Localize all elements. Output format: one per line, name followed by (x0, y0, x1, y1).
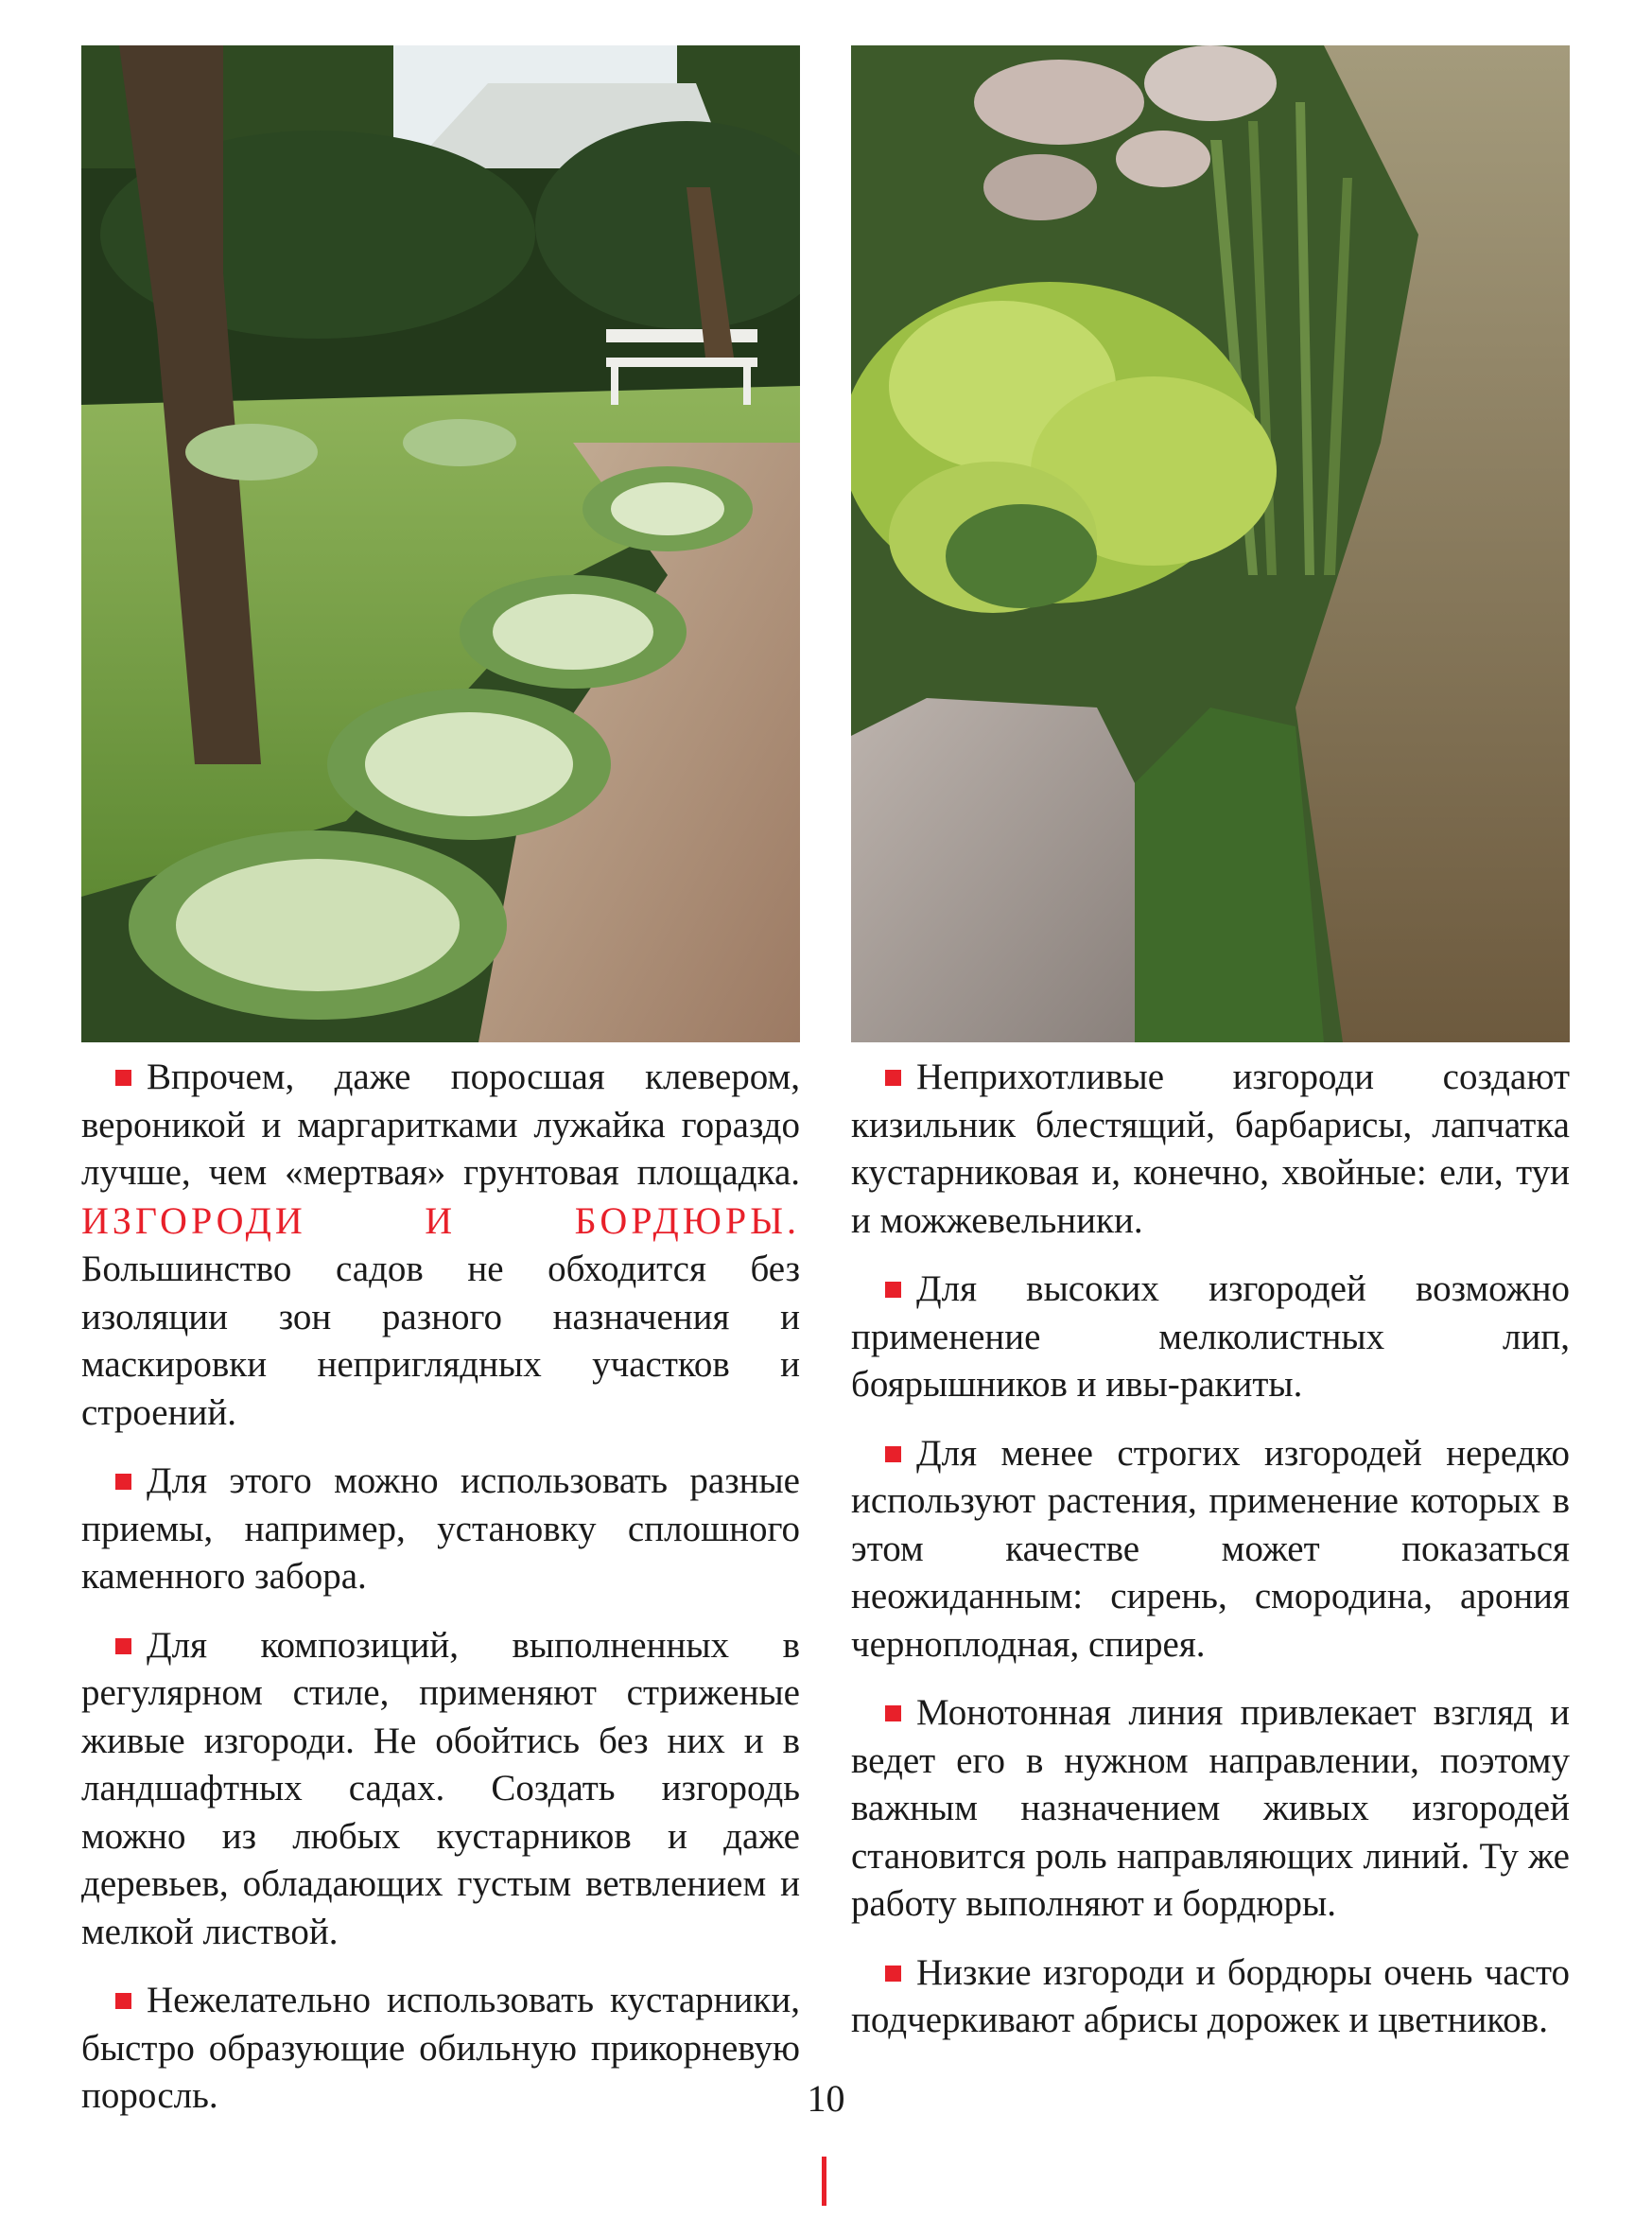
left-paragraph-1: Впрочем, даже поросшая клевером, вероникой и маргаритками лужайка гораздо лучше, чем «мертвая» грунтовая площадка. ИЗГОРОДИ И БОРДЮРЫ. Большинство садов не обходится без изоляции зон разного назначения и маскировки неприглядных участков и строений. (81, 1057, 800, 1433)
right-paragraph-5: Низкие изгороди и бордюры очень часто подчеркивают абрисы дорожек и цветников. (851, 1951, 1570, 2040)
garden-path-hosta-icon (81, 45, 800, 1042)
section-heading: ИЗГОРОДИ И БОРДЮРЫ. (81, 1198, 800, 1242)
pond-garden-photo (851, 45, 1570, 1042)
red-square-bullet-icon (115, 1474, 131, 1490)
page-number: 10 (807, 2077, 845, 2120)
left-paragraph-5: Нежелательно использовать кустарники, быстро образующие обильную прикорневую поросль. (81, 1980, 800, 2116)
left-paragraph-3: Для этого можно использовать разные приемы, например, установку сплошного каменного забора. (81, 1460, 800, 1597)
right-paragraph-4: Монотонная линия привлекает взгляд и ведет его в нужном направлении, поэтому важным назначением живых изгородей становится роль направляющих линий. Ту же работу выполняют и бордюры. (851, 1692, 1570, 1924)
right-paragraph-3: Для менее строгих изгородей нередко используют растения, применение которых в этом качестве может показаться неожиданным: сирень, смородина, арония черноплодная, спирея. (851, 1432, 1570, 1665)
red-square-bullet-icon (115, 1070, 131, 1086)
red-square-bullet-icon (885, 1966, 901, 1982)
left-paragraph-4: Для композиций, выполненных в регулярном стиле, применяют стриженые живые изгороди. Не обойтись без них и в ландшафтных садах. Создать изгородь можно из любых кустарников и даже деревьев, обладающих густым ветвлением и мелкой листвой. (81, 1624, 800, 1952)
right-text-column (851, 1054, 1570, 2066)
red-square-bullet-icon (885, 1070, 901, 1086)
page-marker-line (822, 2157, 826, 2206)
red-square-bullet-icon (885, 1282, 901, 1298)
red-square-bullet-icon (885, 1705, 901, 1721)
right-paragraph-1: Неприхотливые изгороди создают кизильник блестящий, барбарисы, лапчатка кустарниковая и, конечно, хвойные: ели, туи и можжевельники. (851, 1057, 1570, 1241)
garden-path-photo (81, 45, 800, 1042)
red-square-bullet-icon (115, 1638, 131, 1654)
red-square-bullet-icon (115, 1993, 131, 2009)
red-square-bullet-icon (885, 1446, 901, 1462)
left-text-column (81, 1054, 800, 2141)
pond-rock-garden-icon (851, 45, 1570, 1042)
right-paragraph-2: Для высоких изгородей возможно применение мелколистных лип, боярышников и ивы-ракиты. (851, 1268, 1570, 1405)
